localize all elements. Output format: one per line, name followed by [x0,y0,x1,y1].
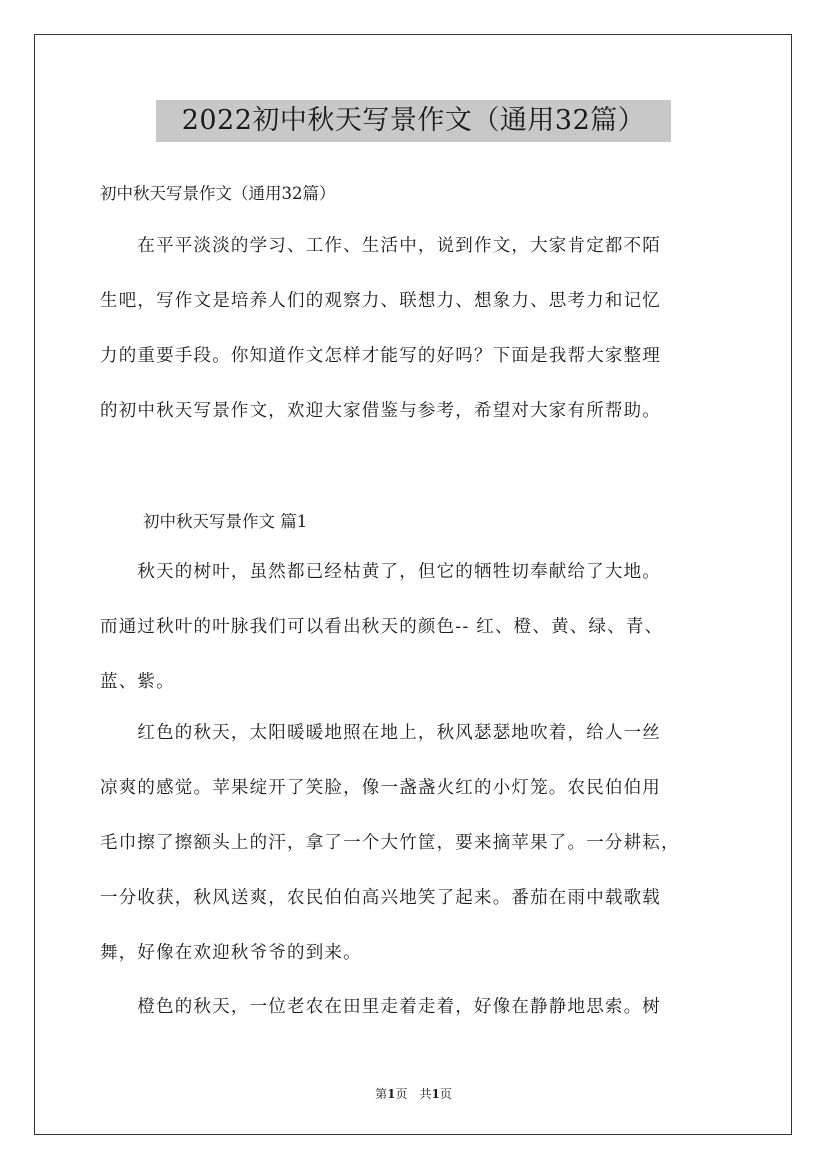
body-line: 橙色的秋天，一位老农在田里走着走着，好像在静静地思索。树 [100,997,661,1017]
footer-page-total: 1 [431,1087,440,1101]
body-line: 蓝、紫。 [100,672,175,692]
body-line: 而通过秋叶的叶脉我们可以看出秋天的颜色-- 红、橙、黄、绿、青、 [100,617,664,637]
body-line: 秋天的树叶，虽然都已经枯黄了，但它的牺牲切奉献给了大地。 [100,562,661,582]
page-footer [0,1085,827,1102]
document-subtitle: 初中秋天写景作文（通用32篇） [100,184,336,203]
intro-line: 在平平淡淡的学习、工作、生活中，说到作文，大家肯定都不陌 [100,236,661,256]
footer-page-number: 1 [387,1087,396,1101]
footer-page-mid: 页 共 [395,1087,432,1101]
footer-page-prefix: 第 [375,1087,388,1101]
intro-line: 的初中秋天写景作文，欢迎大家借鉴与参考，希望对大家有所帮助。 [100,401,661,421]
intro-line: 生吧，写作文是培养人们的观察力、联想力、想象力、思考力和记忆 [100,291,661,311]
document-title: 2022初中秋天写景作文（通用32篇） [156,100,671,142]
body-line: 舞，好像在欢迎秋爷爷的到来。 [100,943,362,963]
intro-line: 力的重要手段。你知道作文怎样才能写的好吗？下面是我帮大家整理 [100,346,661,366]
body-line: 红色的秋天，太阳暖暖地照在地上，秋风瑟瑟地吹着，给人一丝 [100,723,661,743]
footer-page-suffix: 页 [439,1087,452,1101]
section-heading: 初中秋天写景作文 篇1 [143,512,308,531]
body-line: 凉爽的感觉。苹果绽开了笑脸，像一盏盏火红的小灯笼。农民伯伯用 [100,778,661,798]
body-line: 一分收获，秋风送爽，农民伯伯高兴地笑了起来。番茄在雨中载歌载 [100,888,661,908]
body-line: 毛巾擦了擦额头上的汗，拿了一个大竹筐，要来摘苹果了。一分耕耘， [100,833,680,853]
